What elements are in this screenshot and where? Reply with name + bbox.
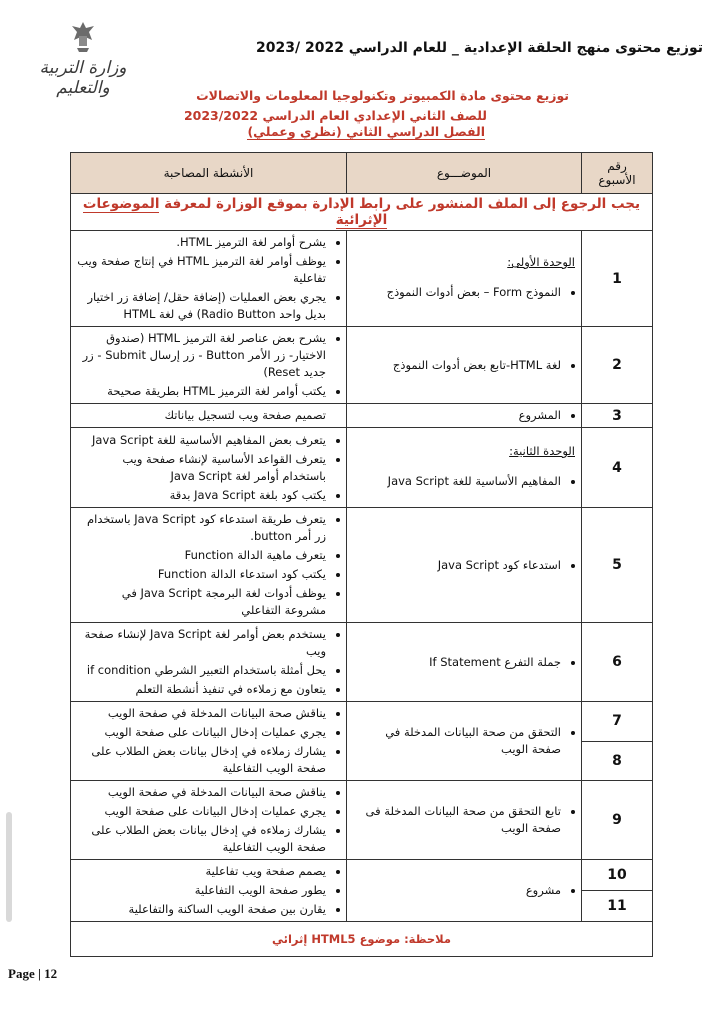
activity-item: • يستخدم بعض أوامر لغة Java Script لإنشاء صفحة ويب	[77, 625, 326, 661]
activity-item: • يناقش صحة البيانات المدخلة في صفحة الويب	[77, 783, 326, 802]
html5-note: ملاحظة: موضوع HTML5 إثرائي	[71, 922, 653, 957]
activity-item: • يناقش صحة البيانات المدخلة في صفحة الويب	[77, 704, 326, 723]
activity-item: • يكتب كود استدعاء الدالة Function	[77, 565, 326, 584]
heading-term: الفصل الدراسي الثاني (نظري وعملي)	[247, 124, 485, 139]
table-row	[71, 508, 653, 623]
eagle-emblem-icon	[68, 20, 98, 54]
page-number: Page | 12	[8, 966, 58, 981]
note-row	[71, 194, 653, 231]
week-number: 11	[582, 891, 653, 922]
activity-item: • يتعرف ماهية الدالة Function	[77, 546, 326, 565]
unit-label: الوحدة الثانية:	[509, 444, 575, 458]
activity-item: • يشرح أوامر لغة الترميز HTML.	[77, 233, 326, 252]
activity-item: • يجري عمليات إدخال البيانات على صفحة الويب	[77, 723, 326, 742]
ministry-name: وزارة التربية والتعليم	[39, 58, 127, 98]
activity-item: • يجري بعض العمليات (إضافة حقل/ إضافة زر اختيار بديل واحد Radio Button) في لغة HTML	[77, 288, 326, 324]
table-row	[71, 623, 653, 702]
topic-item: • تابع التحقق من صحة البيانات المدخلة فى صفحة الويب	[353, 802, 561, 838]
topic-item: • مشروع	[353, 881, 561, 900]
activity-item: • يتعاون مع زملاءه في تنفيذ أنشطة التعلم	[77, 680, 326, 699]
table-header-row	[71, 153, 653, 194]
activity-item: • يتعرف بعض المفاهيم الأساسية للغة Java Script	[77, 431, 326, 450]
table-row	[71, 702, 653, 742]
topic-item: • النموذج Form – بعض أدوات النموذج	[353, 283, 561, 302]
ministry-logo	[28, 20, 138, 98]
topic-item: • استدعاء كود Java Script	[353, 556, 561, 575]
activity-item: • يحل أمثلة باستخدام التعبير الشرطي if condition	[77, 661, 326, 680]
heading-grade: للصف الثاني الإعدادي العام الدراسي 2023/2022	[183, 108, 487, 123]
activity-item: تصميم صفحة ويب لتسجيل بياناتك	[164, 408, 326, 422]
enrichment-topics: الموضوعات الإثرائية	[82, 196, 388, 228]
activity-item: • يتعرف طريقة استدعاء كود Java Script باستخدام زر أمر button.	[77, 510, 326, 546]
activity-item: • يشرح بعض عناصر لغة الترميز HTML (صندوق الاختيار- زر الأمر Button - زر إرسال Submit - زر جديد Reset)	[77, 329, 326, 382]
table-row	[71, 428, 653, 508]
table-row	[71, 781, 653, 860]
enrichment-note: يجب الرجوع إلى الملف المنشور على رابط الإدارة بموقع الوزارة لمعرفة	[164, 196, 641, 212]
curriculum-table	[70, 152, 653, 957]
col-activities: الأنشطة المصاحبة	[71, 153, 347, 194]
topic-item: • المشروع	[353, 406, 561, 425]
table-row	[71, 860, 653, 891]
week-number: 1	[582, 231, 653, 327]
table-row	[71, 327, 653, 404]
week-number: 6	[582, 623, 653, 702]
activity-item: • يشارك زملاءه في إدخال بيانات بعض الطلاب على صفحة الويب التفاعلية	[77, 821, 326, 857]
activity-item: • يطور صفحة الويب التفاعلية	[77, 881, 326, 900]
week-number: 5	[582, 508, 653, 623]
week-number: 8	[582, 741, 653, 781]
heading-subject: توزيع محتوى مادة الكمبيوتر وتكنولوجيا المعلومات والاتصالات	[196, 88, 569, 103]
unit-label: الوحدة الأولى:	[507, 255, 575, 269]
table-row	[71, 231, 653, 327]
col-week: رقم الأسبوع	[582, 153, 653, 194]
activity-item: • يكتب أوامر لغة الترميز HTML بطريقة صحيحة	[77, 382, 326, 401]
activity-item: • يصمم صفحة ويب تفاعلية	[77, 862, 326, 881]
activity-item: • يكتب كود بلغة Java Script بدقة	[77, 486, 326, 505]
week-number: 4	[582, 428, 653, 508]
activity-item: • يتعرف القواعد الأساسية لإنشاء صفحة ويب باستخدام أوامر لغة Java Script	[77, 450, 326, 486]
week-number: 9	[582, 781, 653, 860]
week-number: 10	[582, 860, 653, 891]
topic-item: • المفاهيم الأساسية للغة Java Script	[353, 472, 561, 491]
activity-item: • يوظف أوامر لغة الترميز HTML في إنتاج صفحة ويب تفاعلية	[77, 252, 326, 288]
week-number: 7	[582, 702, 653, 742]
week-number: 3	[582, 404, 653, 428]
activity-item: • يشارك زملاءه في إدخال بيانات بعض الطلاب على صفحة الويب التفاعلية	[77, 742, 326, 778]
topic-item: • لغة HTML-تابع بعض أدوات النموذج	[353, 356, 561, 375]
topic-item: • التحقق من صحة البيانات المدخلة في صفحة الويب	[353, 723, 561, 759]
activity-item: • يجري عمليات إدخال البيانات على صفحة الويب	[77, 802, 326, 821]
col-topic: الموضـــوع	[347, 153, 582, 194]
document-title: توزيع محتوى منهج الحلقة الإعدادية _ للعام الدراسي 2022 /2023	[256, 40, 703, 56]
activity-item: • يوظف أدوات لغة البرمجة Java Script في مشروعة التفاعلي	[77, 584, 326, 620]
final-note-row	[71, 922, 653, 957]
week-number: 2	[582, 327, 653, 404]
table-row	[71, 404, 653, 428]
scroll-handle[interactable]	[6, 812, 12, 922]
activity-item: • يقارن بين صفحة الويب الساكنة والتفاعلية	[77, 900, 326, 919]
topic-item: • جملة التفرع If Statement	[353, 653, 561, 672]
